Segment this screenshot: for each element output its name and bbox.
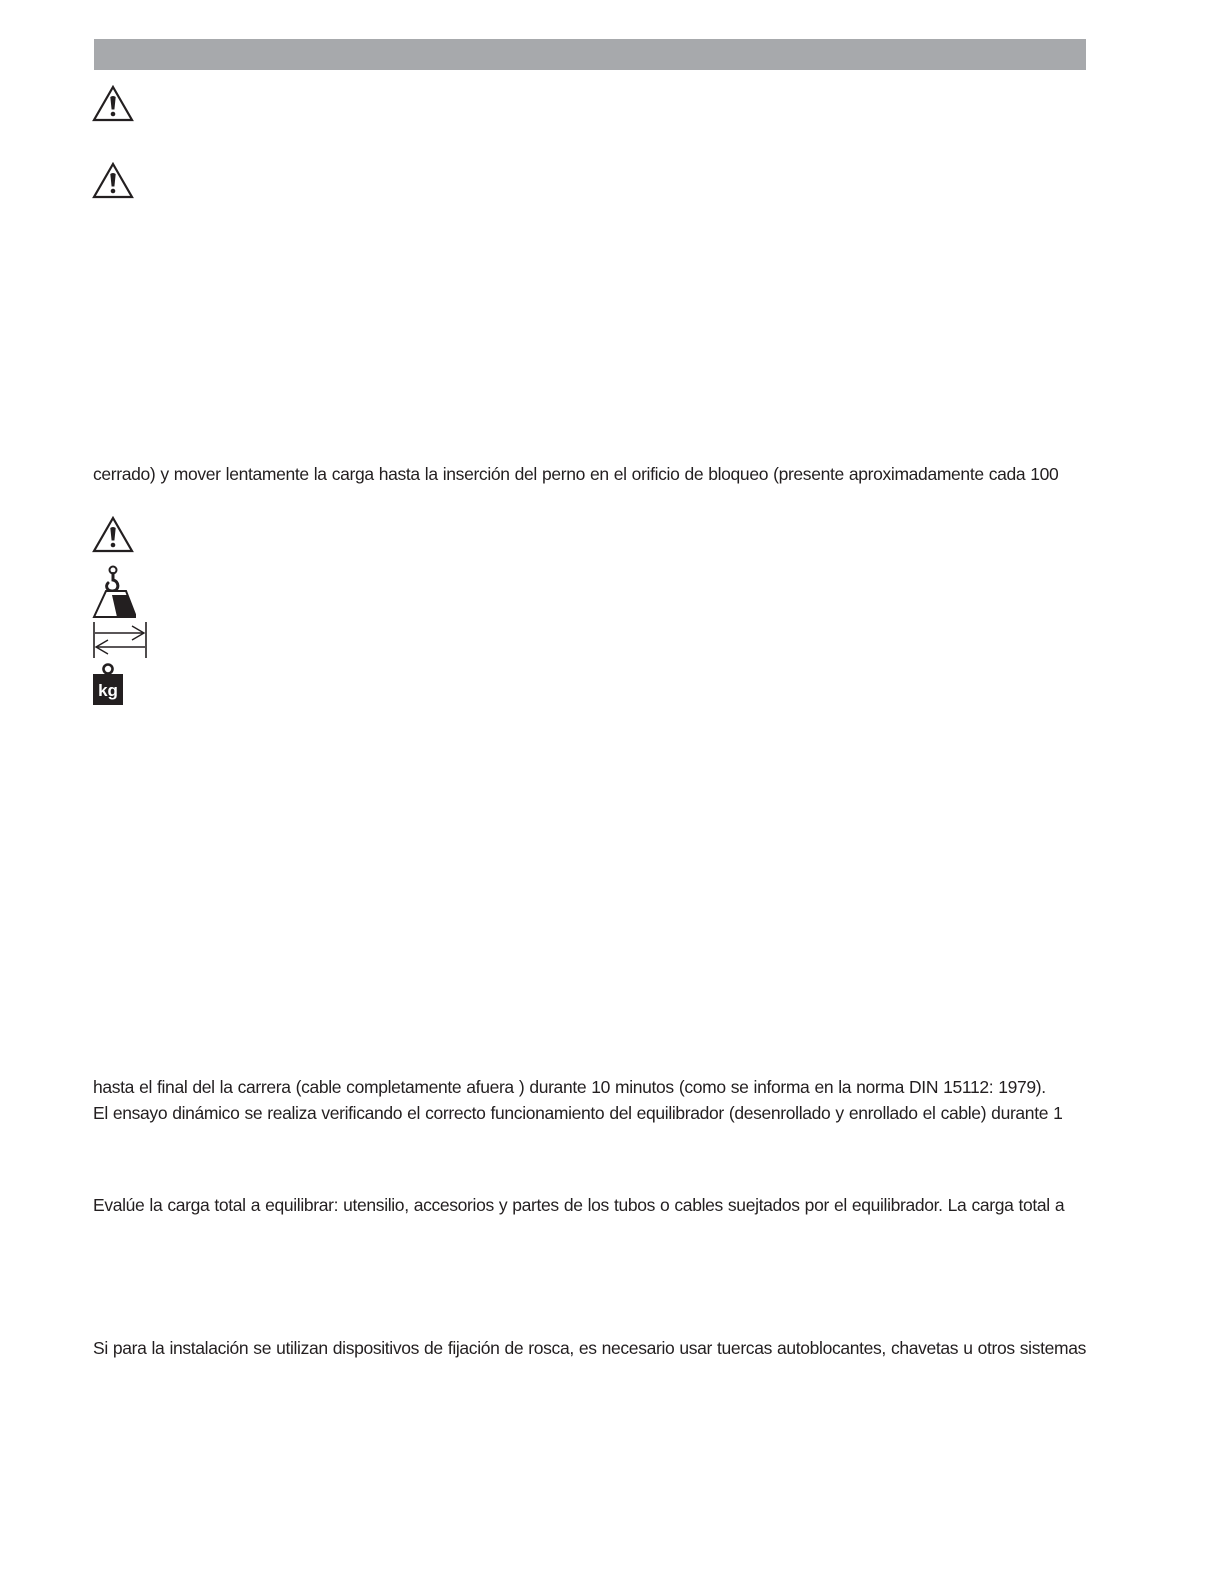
warning-icon bbox=[92, 162, 134, 199]
text-line-fixing: Si para la instalación se utilizan dispositivos de fijación de rosca, es necesario usar tuercas autoblocantes, chavetas u otros sistemas bbox=[93, 1338, 1086, 1358]
text-line-locking: cerrado) y mover lentamente la carga hasta la inserción del perno en el orificio de bloqueo (presente aproximadamente cada 100 bbox=[93, 464, 1059, 484]
svg-text:kg: kg bbox=[98, 681, 118, 700]
warning-icon bbox=[92, 516, 134, 553]
stroke-length-icon bbox=[92, 621, 148, 659]
section-header-bar bbox=[94, 39, 1086, 70]
hook-load-icon bbox=[92, 564, 136, 618]
kg-weight-icon bbox=[92, 663, 124, 706]
text-line-total-load: Evalúe la carga total a equilibrar: utensilio, accesorios y partes de los tubos o cables suejtados por el equilibrador. La carga total a bbox=[93, 1195, 1065, 1215]
text-line-dynamic-test: El ensayo dinámico se realiza verificando el correcto funcionamiento del equilibrador (desenrollado y enrollado el cable) durante 1 bbox=[93, 1103, 1063, 1123]
warning-icon bbox=[92, 85, 134, 122]
text-line-static-test: hasta el final del la carrera (cable completamente afuera ) durante 10 minutos (como se informa en la norma DIN 15112: 1979). bbox=[93, 1077, 1046, 1097]
